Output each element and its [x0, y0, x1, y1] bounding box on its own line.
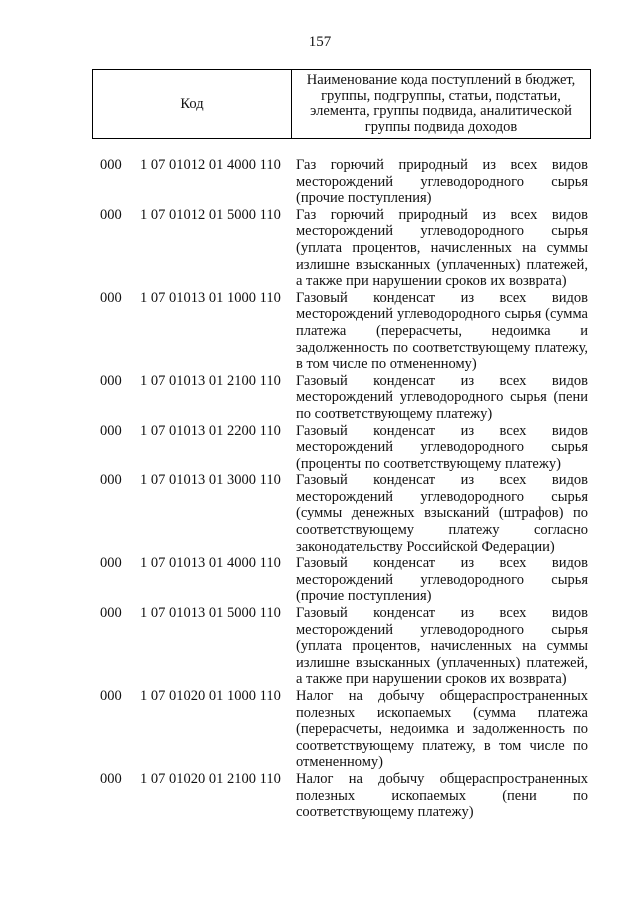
table-row [0, 472, 640, 555]
table-row [0, 555, 640, 605]
income-code: 1 07 01012 01 5000 110 [140, 206, 281, 223]
income-name: Газовый конденсат из всех видов месторождений углеводородного сырья (уплата процентов, начисленных на суммы излишне взысканных (уплаченных) платежей, а также при нарушении сроков их возврата) [296, 605, 588, 688]
income-code: 1 07 01013 01 5000 110 [140, 605, 281, 622]
income-name: Газовый конденсат из всех видов месторождений углеводородного сырья (сумма платежа (перерасчеты, недоимка и задолженность по соответствующему платежу, в том числе по отмененному) [296, 289, 588, 373]
table-row [0, 605, 640, 688]
table-row [0, 688, 640, 771]
admin-code: 000 [100, 157, 122, 173]
income-code: 1 07 01013 01 4000 110 [140, 555, 281, 572]
income-code: 1 07 01013 01 2100 110 [140, 372, 281, 389]
admin-code: 000 [100, 206, 122, 223]
admin-code: 000 [100, 605, 122, 622]
admin-code: 000 [100, 688, 122, 704]
income-name: Газовый конденсат из всех видов месторождений углеводородного сырья (проценты по соответствующему платежу) [296, 422, 588, 472]
table-row [0, 373, 640, 423]
admin-code: 000 [100, 770, 122, 787]
table-row [0, 207, 640, 290]
income-code: 1 07 01020 01 1000 110 [140, 688, 281, 704]
admin-code: 000 [100, 289, 122, 306]
page-number: 157 [308, 34, 332, 50]
income-name: Налог на добычу общераспространенных полезных ископаемых (пени по соответствующему платежу) [296, 770, 588, 821]
admin-code: 000 [100, 555, 122, 572]
table-row [0, 423, 640, 473]
income-name: Газовый конденсат из всех видов месторождений углеводородного сырья (прочие поступления) [296, 555, 588, 605]
admin-code: 000 [100, 472, 122, 489]
header-name-column: Наименование кода поступлений в бюджет, группы, подгруппы, статьи, подстатьи, элемента, группы подвида, аналитической группы подвида доходов [306, 72, 576, 135]
table-row [0, 290, 640, 373]
table-header [92, 69, 591, 139]
income-name: Налог на добычу общераспространенных полезных ископаемых (сумма платежа (перерасчеты, недоимка и задолженность по соответствующему платежу, в том числе по отмененному) [296, 688, 588, 771]
table-row [0, 771, 640, 821]
income-code: 1 07 01020 01 2100 110 [140, 770, 281, 787]
admin-code: 000 [100, 372, 122, 389]
income-code: 1 07 01013 01 3000 110 [140, 472, 281, 489]
income-code: 1 07 01012 01 4000 110 [140, 157, 281, 173]
income-code: 1 07 01013 01 2200 110 [140, 422, 281, 439]
income-name: Газ горючий природный из всех видов месторождений углеводородного сырья (прочие поступления) [296, 157, 588, 207]
income-code: 1 07 01013 01 1000 110 [140, 289, 281, 306]
table-body [0, 157, 640, 821]
header-code-column: Код [93, 70, 292, 138]
income-name: Газовый конденсат из всех видов месторождений углеводородного сырья (пени по соответствующему платежу) [296, 372, 588, 422]
table-row [0, 157, 640, 207]
admin-code: 000 [100, 422, 122, 439]
income-name: Газ горючий природный из всех видов месторождений углеводородного сырья (уплата процентов, начисленных на суммы излишне взысканных (уплаченных) платежей, а также при нарушении сроков их возврата) [296, 206, 588, 290]
income-name: Газовый конденсат из всех видов месторождений углеводородного сырья (суммы денежных взысканий (штрафов) по соответствующему платежу согласно законодательству Российской Федерации) [296, 472, 588, 555]
